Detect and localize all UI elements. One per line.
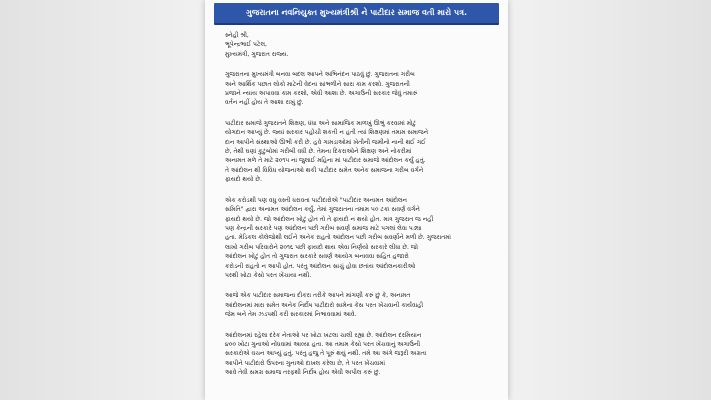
text-line: તે આંદોલન થી વિવિધ યોજનાઓ થકી પાટીદાર સમેત અનેક સમાજના ગરીબ વર્ગને: [225, 166, 424, 174]
text-line: વર્તન નહીં હોય તે આશા રાખું છું.: [225, 99, 304, 107]
text-line: એક કરોડથી પણ વધુ વસ્તી ધરાવતા પાટીદારોએ "પાટીદાર અનામત આંદોલન: [225, 196, 407, 204]
text-line: આંદોલનમાં રહેલા દરેક નેતાઓ પર ખોટા ખટલા ચાલી રહ્યા છે. આંદોલન દરમિયાન: [225, 331, 422, 339]
paragraph-contribution: [225, 119, 495, 185]
text-line: પાટીદાર સમાજે ગુજરાતને શિક્ષણ, ધંધા અને સામાજિક માળખું ઊભું કરવામાં મોટું: [225, 119, 416, 127]
text-line: આજે એક પાટીદાર સમાજના દીકરા તરીકે આપને માંગણી કરું છું કે, અનામત: [225, 292, 411, 300]
text-line: આંદોલન ખોટું હોત તો ગુજરાત સરકારે સવર્ણ આયોગ બનાવવા સહિત હજારો: [225, 253, 409, 261]
paragraph-demand: [225, 291, 495, 319]
text-line: ફાયદો થયો છે. જો આંદોલન ખોટું હોત તો તે ફાયદો ન થયો હોત. માત્ર ગુજરાત જ નહીં: [225, 215, 434, 223]
text-line: સમિતિ" દ્વારા અનામત આંદોલન કર્યું, તેમાં ગુજરાતના તમામ ૫૦ ટકા સવર્ણ વર્ગને: [225, 206, 420, 214]
text-line: ૪૦૦ ખોટા ગુનાઓ નોંધવામાં આવ્યા હતા. આ તમામ કેસો પરત ખેંચવાનું અગાઉની: [225, 340, 421, 348]
text-line: કરોડની રાહતો ન આપી હોત. પરંતુ આંદોલન સાચું હોવા છતાંય આંદોલનકારીઓ: [225, 262, 416, 270]
text-line: આવે તેવી સમગ્ર સમાજ તરફથી નિર્દોષ હોય એવી અપીલ કરું છું.: [225, 369, 381, 377]
text-line: પણ કેન્દ્રની સરકારે પણ આંદોલન પછી ગરીબ સવર્ણ સમાજ માટે પગલાં લેવા પડ્યા: [225, 224, 422, 232]
text-line: જેમ બને તેમ ઝડપથી કરી સરકારમાં નિભાવવામાં આવે.: [225, 311, 357, 319]
text-line: આપીને પાટીદારો ઉપરના ગુનાઓ દાખલ કરેલા છે, તે પરત ખેંચવામાં: [225, 359, 386, 367]
text-line: છે, તેથી ઘણાં કુટુંબોમાં ગરીબી વધી છે. તેમના દિકરાઓને શિક્ષણ અને નોકરીમાં: [225, 148, 412, 156]
text-line: ગુજરાતના મુખ્યમંત્રી બનવા બદલ આપને અભિનંદન પાઠવું છું. ગુજરાતના ગરીબ: [225, 71, 415, 79]
text-line: ફાયદો થયો છે.: [225, 176, 262, 184]
text-line: દાન આપીને સંસ્થાઓ ઊભી કરી છે. હવે ગામડાઓમાં ખેતીની જમીનો નાની થઈ ગઈ: [225, 138, 426, 146]
address-block: [225, 31, 495, 59]
text-line: પરથી ખોટા કેસો પરત ખેંચાયા નથી.: [225, 271, 312, 279]
background-left: [0, 0, 205, 400]
text-line: હતા. મેડિકલ કોલેજોથી લઈને અનેક રાહતો આંદોલન પછી ગરીબ સવર્ણોને મળી છે. ગુજરાતમાં: [225, 234, 451, 242]
text-line: અને આર્થિક પછાત લોકો માટેની વેદના સાંભળીને સારા કામ કરશો. ગુજરાતની: [225, 80, 410, 88]
text-line: અનામત મળે તે માટે ૨૦૧૫ ના જુલાઈ મહિના માં પાટીદાર સમાજે આંદોલન કર્યું હતું.: [225, 157, 426, 165]
letter-page: [205, 0, 508, 400]
letter-banner-title: ગુજરાતના નવનિયુક્ત મુખ્યમંત્રીશ્રી ને પાટીદાર સમાજ વતી મારો પત્ર.: [214, 3, 499, 25]
text-line: સરકારોએ વચન આપ્યું હતું. પરંતુ હજુ તે પૂરું થયું નથી. તમે આ અંગે જરૂરી અગ્રતા: [225, 350, 427, 358]
text-line: આંદોલનમાં મારા સમેત અનેક નિર્દોષ પાટીદારો સામેના કેસ પરત ખેંચવાની કાર્યવાહી: [225, 301, 424, 309]
paragraph-congratulations: [225, 70, 495, 108]
text-line: લાખો ગરીબ પરિવારોને ૨૦૧૬ પછી ફાયદો થાય એવા નિર્ણયો સરકારે લીધા છે. જો: [225, 243, 418, 251]
text-line: પ્રજાને ન્યાય અપાવવા કામ કરશો, એવી આશા છે. અગાઉની સરકાર જેવું તમારું: [225, 90, 418, 98]
text-line: યોગદાન આપ્યું છે. જ્યાં સરકાર પહોંચી શકતી ન હતી ત્યાં શિક્ષણમાં તમામ સમાજને: [225, 129, 429, 137]
salutation: સ્નેહી શ્રી,: [225, 32, 249, 39]
recipient-name: ભૂપેન્દ્રભાઈ પટેલ,: [225, 41, 267, 49]
recipient-title: મુખ્યમંત્રી, ગુજરાત રાજ્ય.: [225, 50, 289, 58]
background-right: [508, 0, 711, 400]
paragraph-appeal: [225, 331, 495, 378]
paragraph-movement: [225, 196, 495, 281]
letter-body: [225, 31, 495, 378]
